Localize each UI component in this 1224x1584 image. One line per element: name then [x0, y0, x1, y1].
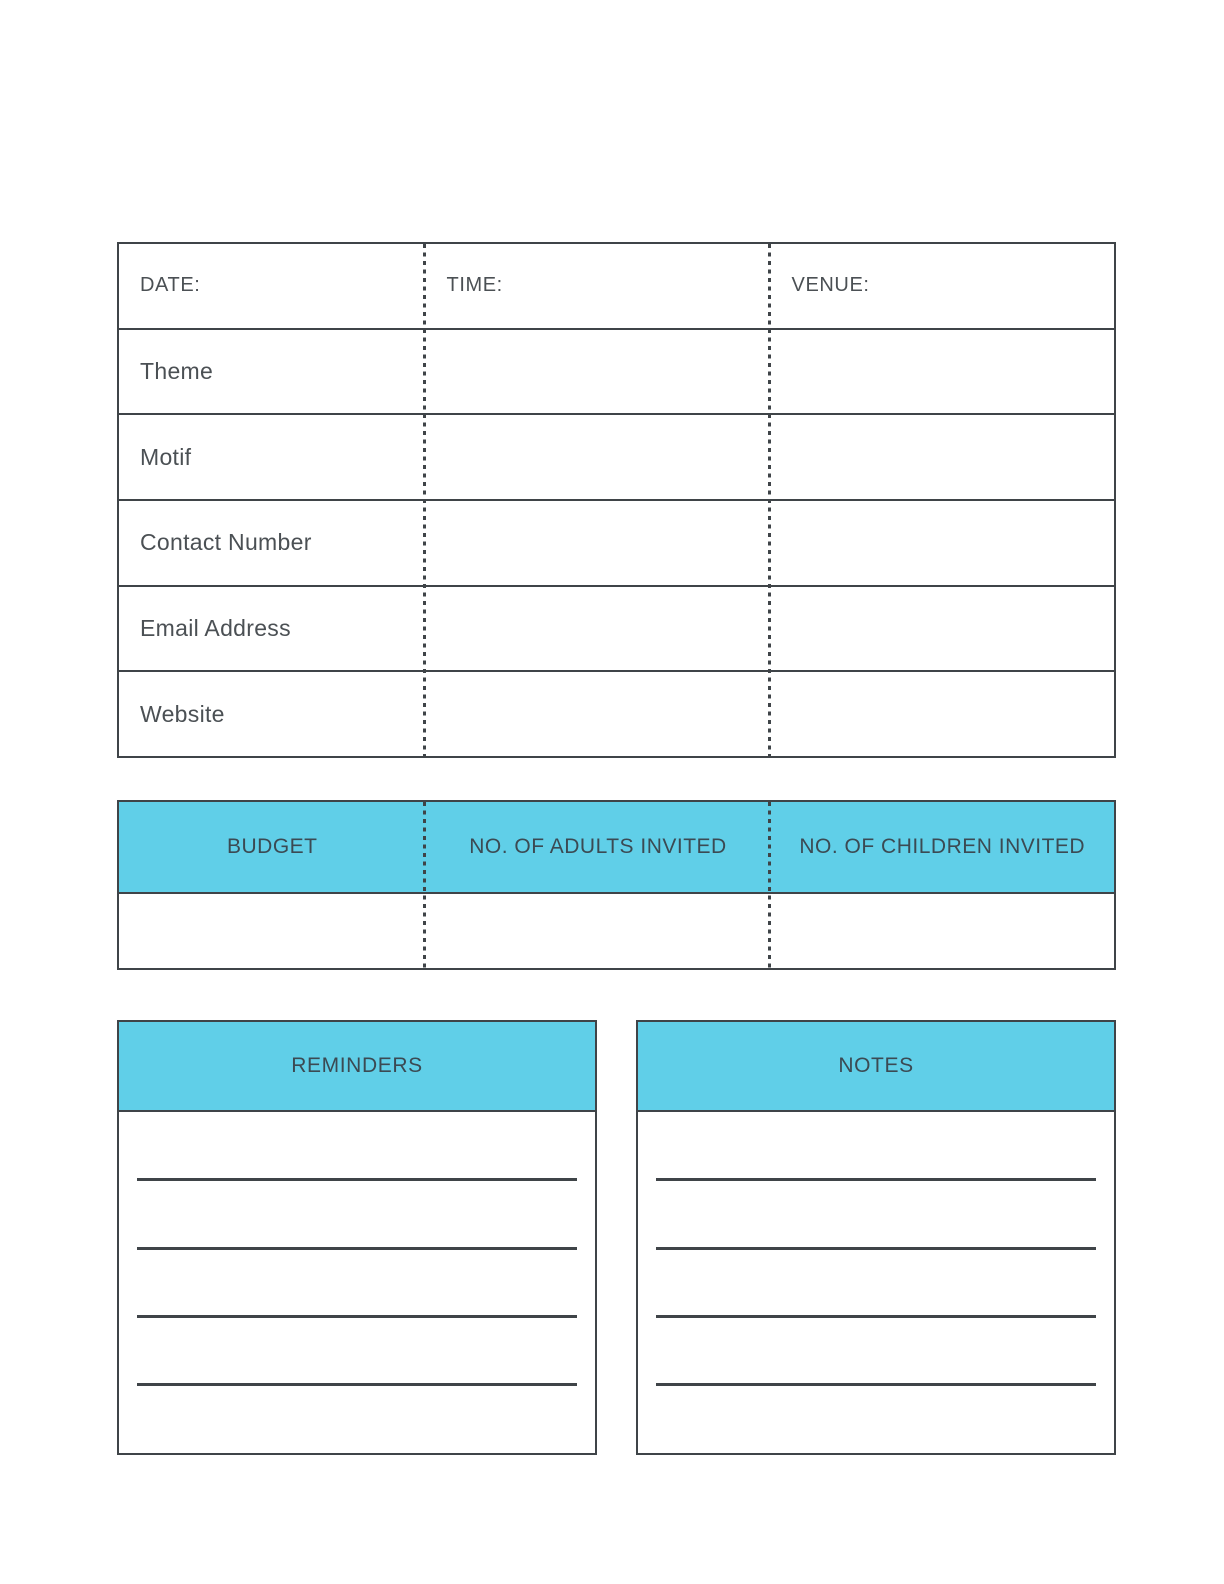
adults-invited-value-cell[interactable]	[426, 894, 771, 968]
reminders-panel	[117, 1020, 597, 1455]
contact-number-value-cell-1[interactable]	[426, 501, 771, 585]
theme-value-cell-2[interactable]	[771, 330, 1115, 414]
column-divider-1	[423, 244, 426, 756]
table-row	[119, 413, 1114, 499]
budget-table-body	[119, 894, 1114, 968]
motif-value-cell-2[interactable]	[771, 415, 1115, 499]
reminders-panel-title: REMINDERS	[119, 1022, 595, 1112]
website-value-cell-1[interactable]	[426, 672, 771, 756]
time-label: TIME:	[446, 274, 503, 297]
motif-value-cell-1[interactable]	[426, 415, 771, 499]
children-invited-header-cell: NO. OF CHILDREN INVITED	[799, 835, 1086, 858]
budget-guests-table	[117, 800, 1116, 970]
writing-line	[137, 1315, 577, 1318]
website-label-cell	[119, 672, 426, 756]
website-value-cell-2[interactable]	[771, 672, 1115, 756]
budget-table-header	[119, 802, 1114, 894]
writing-line	[656, 1247, 1096, 1250]
table-row	[119, 670, 1114, 756]
writing-line	[656, 1383, 1096, 1386]
email-address-value-cell-2[interactable]	[771, 587, 1115, 671]
motif-label: Motif	[140, 443, 192, 470]
theme-label-cell	[119, 330, 426, 414]
contact-number-label-cell	[119, 501, 426, 585]
column-divider-2	[768, 802, 771, 968]
table-row	[119, 328, 1114, 414]
table-row	[119, 585, 1114, 671]
motif-label-cell	[119, 415, 426, 499]
contact-number-label: Contact Number	[140, 529, 312, 556]
column-divider-1	[423, 802, 426, 968]
budget-value-cell[interactable]	[119, 894, 426, 968]
venue-label: VENUE:	[791, 274, 870, 297]
notes-panel	[636, 1020, 1116, 1455]
writing-line	[656, 1178, 1096, 1181]
column-divider-2	[768, 244, 771, 756]
writing-line	[137, 1383, 577, 1386]
notes-panel-title: NOTES	[638, 1022, 1114, 1112]
budget-header-cell: BUDGET	[226, 835, 318, 858]
theme-value-cell-1[interactable]	[426, 330, 771, 414]
email-address-label-cell	[119, 587, 426, 671]
writing-line	[137, 1178, 577, 1181]
theme-label: Theme	[140, 358, 214, 384]
writing-line	[137, 1247, 577, 1250]
email-address-label: Email Address	[140, 615, 291, 642]
adults-invited-header-cell: NO. OF ADULTS INVITED	[469, 835, 727, 858]
header-row	[119, 244, 1114, 328]
email-address-value-cell-1[interactable]	[426, 587, 771, 671]
date-label: DATE:	[140, 274, 201, 297]
contact-number-value-cell-2[interactable]	[771, 501, 1115, 585]
venue-field[interactable]	[771, 244, 1115, 328]
date-field[interactable]	[119, 244, 426, 328]
reminders-writing-area[interactable]	[119, 1112, 595, 1453]
children-invited-value-cell[interactable]	[771, 894, 1115, 968]
event-details-table	[117, 242, 1116, 758]
table-row	[119, 499, 1114, 585]
notes-writing-area[interactable]	[638, 1112, 1114, 1453]
website-label: Website	[140, 700, 225, 727]
time-field[interactable]	[426, 244, 771, 328]
writing-line	[656, 1315, 1096, 1318]
